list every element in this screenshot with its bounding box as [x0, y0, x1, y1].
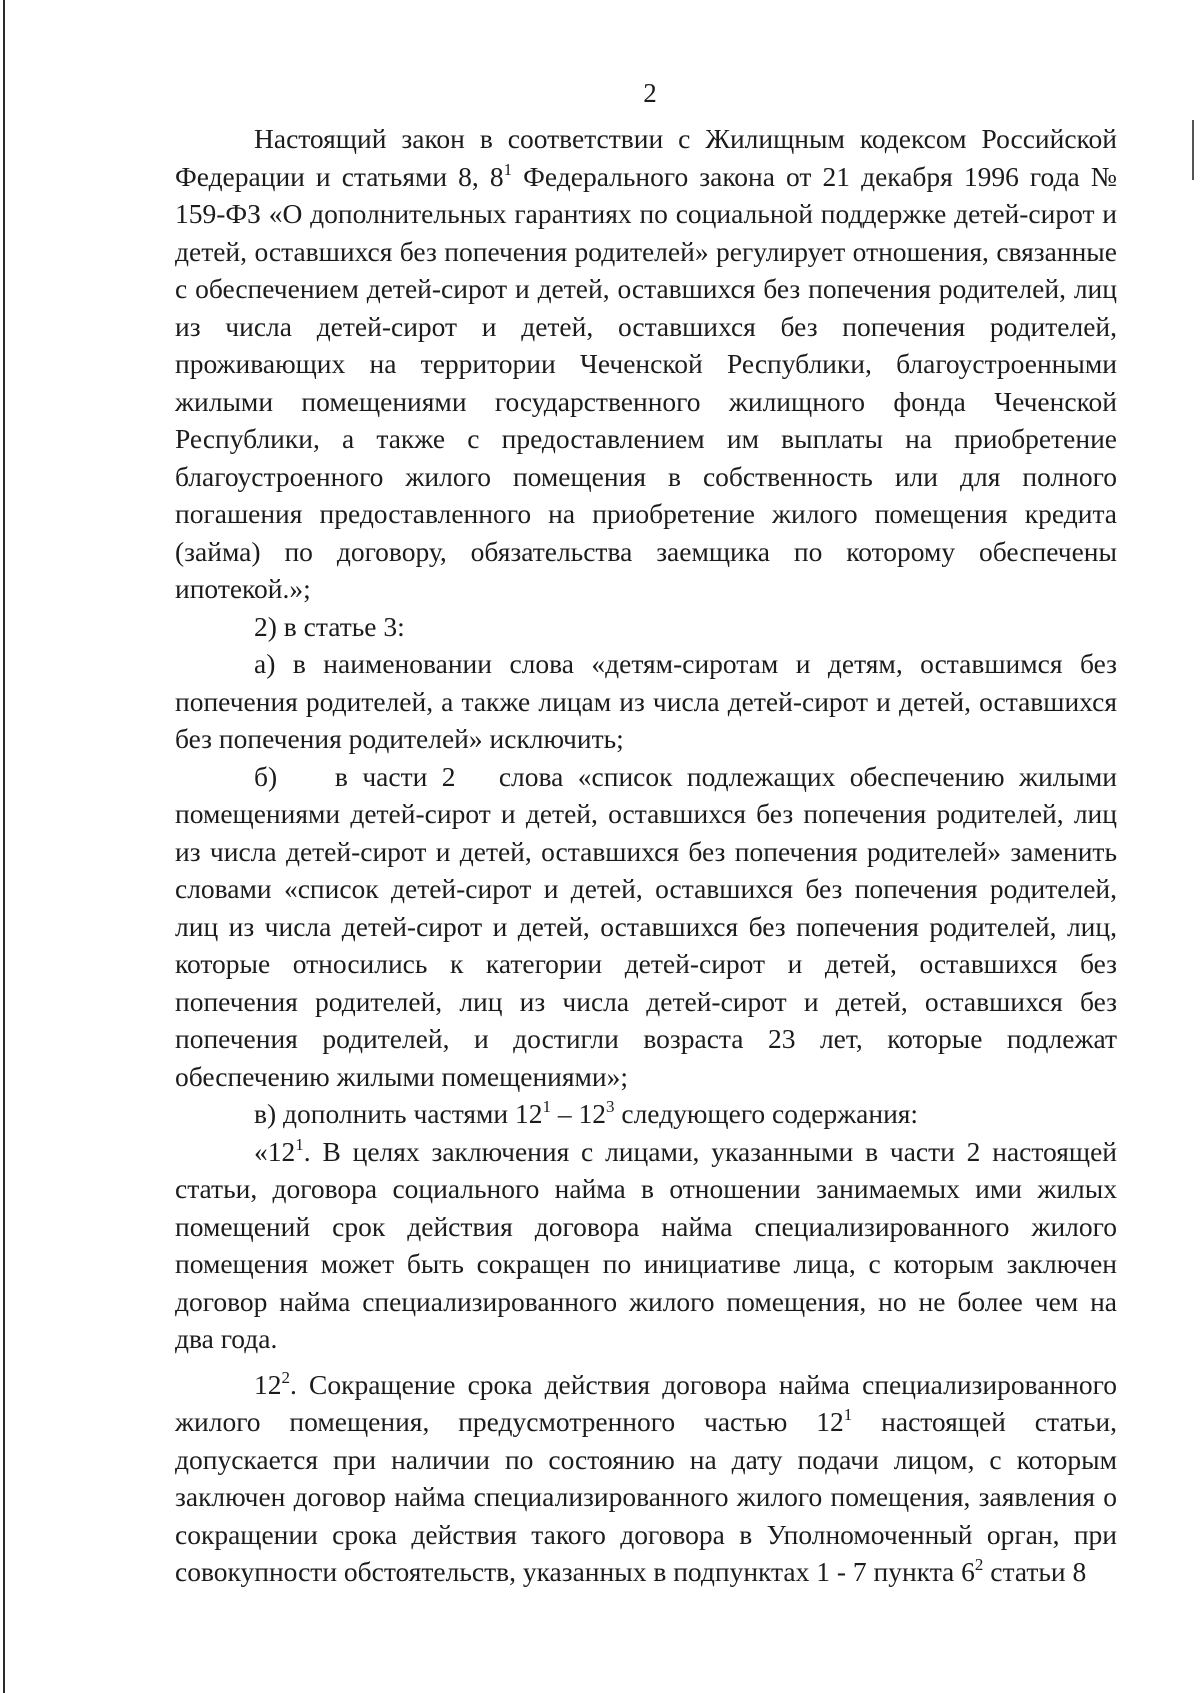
paragraph-item-2: 2) в статье 3: — [254, 610, 405, 642]
page-number: 2 — [643, 78, 657, 108]
paragraph-preamble: Настоящий закон в соответствии с Жилищным кодексом Российской Федерации и статьями 8, $8^1$ Федерального закона от 21 декабря 1996 года № 159-ФЗ «О дополнительных гарантиях по социальной поддержке детей-сирот и детей, оставшихся без попечения родителей» регулирует отношения, связанные с обеспечением детей-сирот и детей, оставшихся без попечения родителей, лиц из числа детей-сирот и детей, оставшихся без попечения родителей, проживающих на территории Чеченской Республики, благоустроенными жилыми помещениями государственного жилищного фонда Чеченской Республики, а также с предоставлением им выплаты на приобретение благоустроенного жилого помещения в собственность или для полного погашения предоставленного на приобретение жилого помещения кредита (займа) по договору, обязательства заемщика по которому обеспечены ипотекой.»; — [175, 123, 1117, 604]
paragraph-part-12-2: $12^2$. Сокращение срока действия договора найма специализированного жилого помещения, предусмотренного частью $12^1$ настоящей статьи, допускается при наличии по состоянию на дату подачи лицом, с которым заключен договор найма специализированного жилого помещения, заявления о сокращении срока действия такого договора в Уполномоченный орган, при совокупности обстоятельств, указанных в подпунктах 1 - 7 пункта $6^2$ статьи 8 — [175, 1367, 1118, 1587]
paragraph-item-2b: б) в части 2 слова «список подлежащих обеспечению жилыми помещениями детей-сирот и детей, оставшихся без попечения родителей, лиц из числа детей-сирот и детей, оставшихся без попечения родителей» заменить словами «список детей-сирот и детей, оставшихся без попечения родителей, лиц из числа детей-сирот и детей, оставшихся без попечения родителей, лиц, которые относились к категории детей-сирот и детей, оставшихся без попечения родителей, лиц из числа детей-сирот и детей, оставшихся без попечения родителей, и достигли возраста 23 лет, которые подлежат обеспечению жилыми помещениями»; — [175, 760, 1124, 1092]
paragraph-item-2v: в) дополнить частями $12^1 - 12^3$ следующего содержания: — [254, 1097, 919, 1129]
paragraph-part-12-1: «$12^1$. В целях заключения с лицами, указанными в части 2 настоящей статьи, договора социального найма в отношении занимаемых ими жилых помещений срок действия договора найма специализированного жилого помещения может быть сокращен по инициативе лица, с которым заключен договор найма специализированного жилого помещения, но не более чем на два года. — [175, 1134, 1117, 1354]
scan-right-mark — [1192, 120, 1194, 180]
paragraph-item-2a: а) в наименовании слова «детям-сиротам и детям, оставшимся без попечения родителей, а также лицам из числа детей-сирот и детей, оставшихся без попечения родителей» исключить; — [175, 648, 1117, 754]
scan-left-edge — [3, 0, 5, 1693]
document-body — [175, 120, 1124, 1591]
